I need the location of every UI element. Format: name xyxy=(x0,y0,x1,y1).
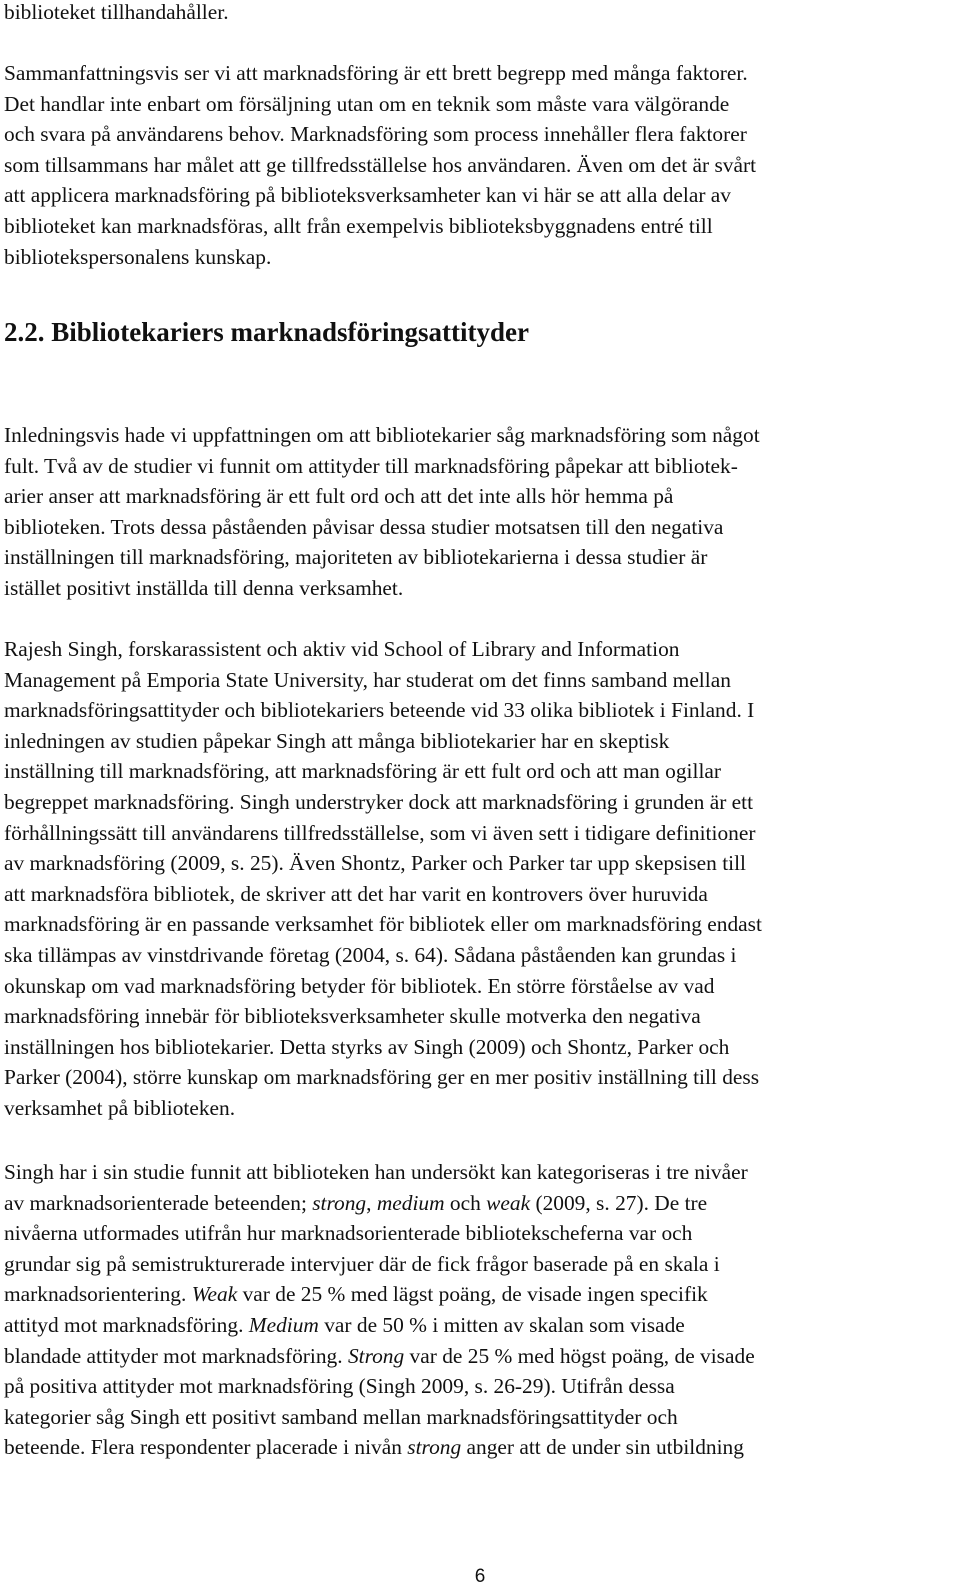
text-line: biblioteket tillhandahåller. xyxy=(4,0,229,24)
text-line: verksamhet på biblioteken. xyxy=(4,1095,236,1120)
italic-term: strong xyxy=(407,1435,462,1460)
text-line xyxy=(4,1341,755,1372)
text-line: nivåerna utformades utifrån hur marknadsorienterade bibliotekscheferna var och xyxy=(4,1221,693,1246)
text-line xyxy=(4,1188,755,1219)
italic-term: Weak xyxy=(191,1282,238,1307)
italic-term: medium xyxy=(376,1190,445,1215)
text-line: okunskap om vad marknadsföring betyder för bibliotek. En större förståelse av vad xyxy=(4,973,715,998)
text-line xyxy=(4,1279,755,1310)
paragraph-singh-levels xyxy=(4,1157,755,1463)
text-line: kategorier såg Singh ett positivt samband mellan marknadsföringsattityder och xyxy=(4,1404,678,1429)
page-number: 6 xyxy=(474,1566,486,1587)
text-line: Det handlar inte enbart om försäljning utan om en teknik som måste vara välgörande xyxy=(4,91,730,116)
text-run: attityd mot marknadsföring. xyxy=(4,1312,249,1337)
text-line: av marknadsföring (2009, s. 25). Även Shontz, Parker och Parker tar upp skepsisen till xyxy=(4,851,746,876)
italic-term: Strong xyxy=(347,1343,405,1368)
text-run: (2009, s. 27). De tre xyxy=(530,1190,708,1215)
section-heading: 2.2. Bibliotekariers marknadsföringsattityder xyxy=(4,317,529,347)
text-line: inställningen hos bibliotekarier. Detta styrks av Singh (2009) och Shontz, Parker och xyxy=(4,1034,730,1059)
text-line: Rajesh Singh, forskarassistent och aktiv vid School of Library and Information xyxy=(4,637,680,661)
text-line: att applicera marknadsföring på biblioteksverksamheter kan vi här se att alla delar av xyxy=(4,183,731,208)
text-line: Parker (2004), större kunskap om marknadsföring ger en mer positiv inställning till dess xyxy=(4,1065,760,1090)
paragraph-singh-study xyxy=(4,634,762,1124)
text-line: marknadsföring är en passande verksamhet för bibliotek eller om marknadsföring endast xyxy=(4,912,762,937)
text-line: på positiva attityder mot marknadsföring (Singh 2009, s. 26-29). Utifrån dessa xyxy=(4,1374,675,1399)
text-line: Management på Emporia State University, har studerat om det finns samband mellan xyxy=(4,667,731,692)
italic-term: strong xyxy=(312,1190,367,1215)
text-line: bibliotekspersonalens kunskap. xyxy=(4,244,272,269)
text-line xyxy=(4,1310,755,1341)
paragraph-attitudes-intro xyxy=(4,420,760,604)
text-run: var de 25 % med högst poäng, de visade xyxy=(404,1343,755,1368)
text-line: biblioteket kan marknadsföras, allt från exempelvis biblioteksbyggnadens entré till xyxy=(4,213,713,238)
text-line: grundar sig på semistrukturerade intervjuer där de fick frågor baserade på en skala i xyxy=(4,1251,720,1276)
text-line: ska tillämpas av vinstdrivande företag (2004, s. 64). Sådana påståenden kan grundas i xyxy=(4,942,737,967)
text-line: arier anser att marknadsföring är ett fult ord och att det inte alls hör hemma på xyxy=(4,484,674,509)
text-run: av marknadsorienterade beteenden; xyxy=(4,1190,313,1215)
text-line: marknadsföringsattityder och bibliotekariers beteende vid 33 olika bibliotek i Finland. I xyxy=(4,698,755,723)
text-line: biblioteken. Trots dessa påståenden påvisar dessa studier motsatsen till den negativa xyxy=(4,514,724,539)
intro-paragraph xyxy=(4,0,229,28)
text-run: marknadsorientering. xyxy=(4,1282,192,1307)
text-line: istället positivt inställda till denna verksamhet. xyxy=(4,575,404,600)
italic-term: Medium xyxy=(248,1312,319,1337)
text-line: inställning till marknadsföring, att marknadsföring är ett fult ord och att man ogillar xyxy=(4,759,722,784)
text-run: och xyxy=(444,1190,487,1215)
text-line: marknadsföring innebär för biblioteksverksamheter skulle motverka den negativa xyxy=(4,1004,701,1029)
text-line xyxy=(4,1432,755,1463)
text-line: Sammanfattningsvis ser vi att marknadsföring är ett brett begrepp med många faktorer. xyxy=(4,61,748,85)
text-run: var de 50 % i mitten av skalan som visade xyxy=(318,1312,685,1337)
text-line: inställningen till marknadsföring, majoriteten av bibliotekarierna i dessa studier är xyxy=(4,545,708,570)
text-run: beteende. Flera respondenter placerade i nivån xyxy=(4,1435,408,1460)
italic-term: weak xyxy=(486,1190,531,1215)
text-line: Singh har i sin studie funnit att biblioteken han undersökt kan kategoriseras i tre nivåer xyxy=(4,1160,748,1184)
text-line: Inledningsvis hade vi uppfattningen om att bibliotekarier såg marknadsföring som något xyxy=(4,423,760,447)
text-run: blandade attityder mot marknadsföring. xyxy=(4,1343,348,1368)
text-line: som tillsammans har målet att ge tillfredsställelse hos användaren. Även om det är svårt xyxy=(4,152,757,177)
text-line: fult. Två av de studier vi funnit om attityder till marknadsföring påpekar att bibliotek- xyxy=(4,453,738,478)
text-run: , xyxy=(366,1190,377,1215)
text-run: var de 25 % med lägst poäng, de visade ingen specifik xyxy=(237,1282,708,1307)
text-line: begreppet marknadsföring. Singh understryker dock att marknadsföring i grunden är ett xyxy=(4,789,754,814)
text-line: att marknadsföra bibliotek, de skriver att det har varit en kontrovers över huruvida xyxy=(4,881,708,906)
text-line: förhållningssätt till användarens tillfredsställelse, som vi även sett i tidigare definitioner xyxy=(4,820,756,845)
text-run: anger att de under sin utbildning xyxy=(461,1435,744,1460)
text-line: och svara på användarens behov. Marknadsföring som process innehåller flera faktorer xyxy=(4,122,747,147)
summary-paragraph xyxy=(4,58,756,272)
text-line: inledningen av studien påpekar Singh att många bibliotekarier har en skeptisk xyxy=(4,728,670,753)
